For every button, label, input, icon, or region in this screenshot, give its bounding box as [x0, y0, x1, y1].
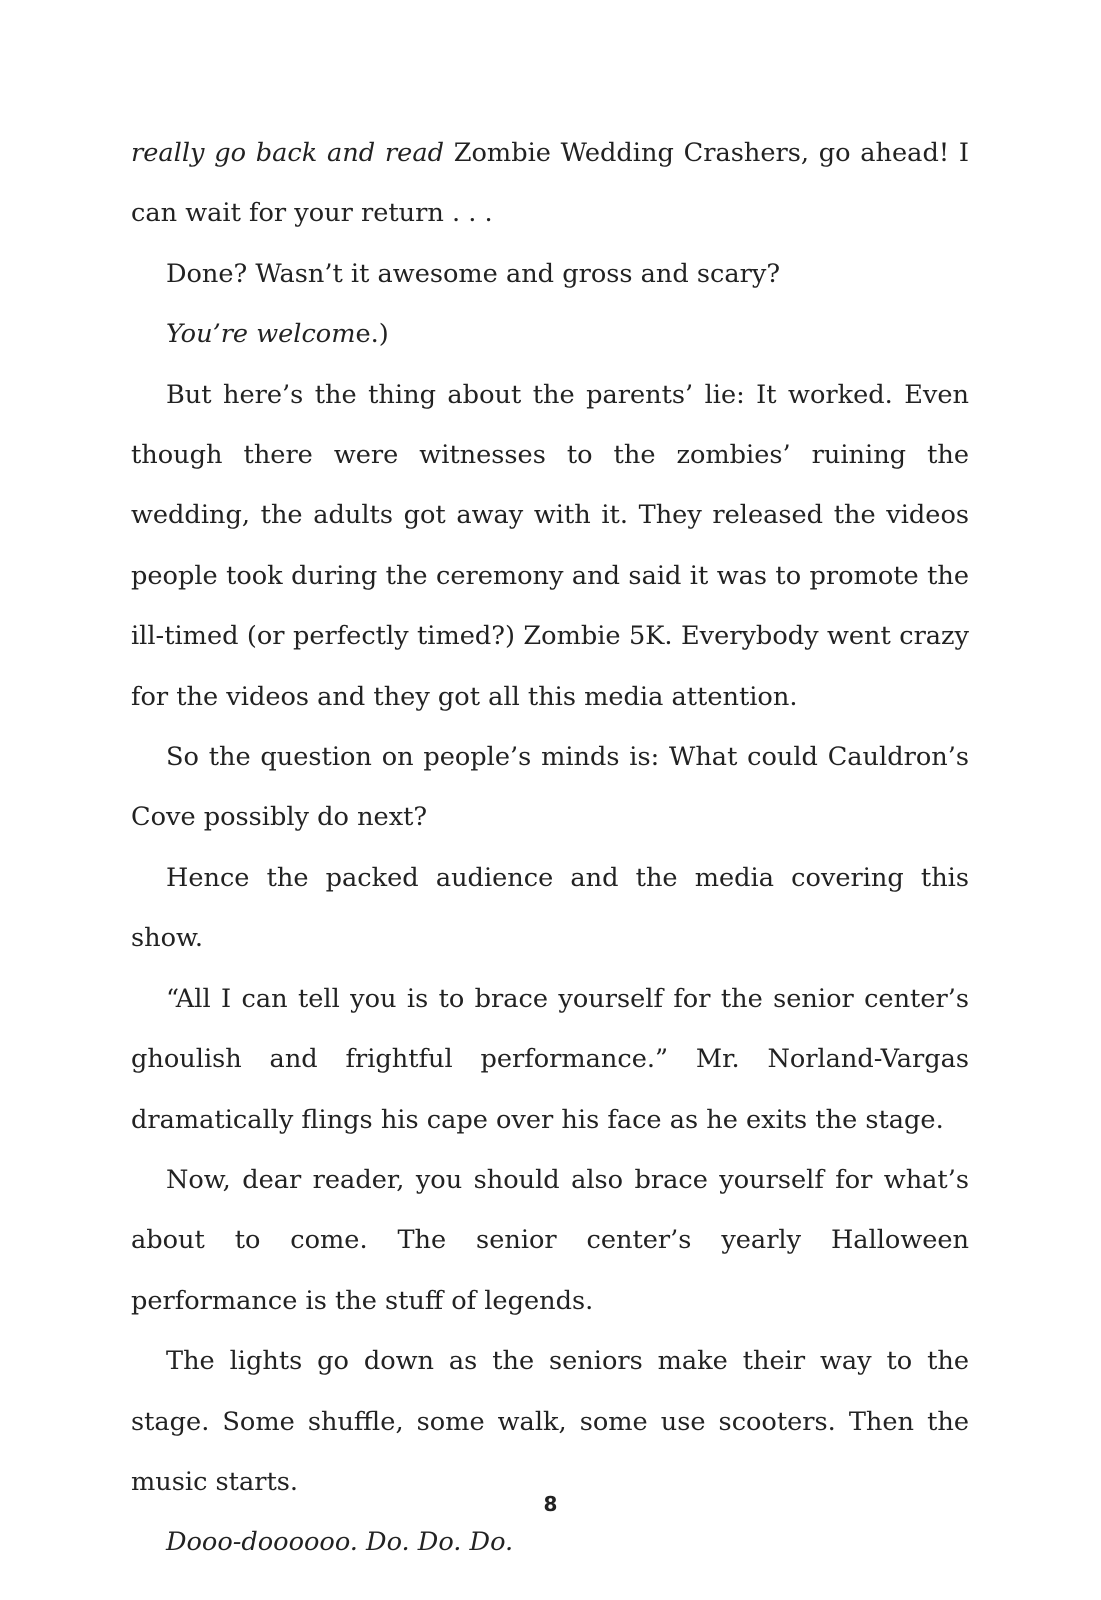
text-run: e.): [355, 319, 389, 350]
text-run: But here’s the thing about the parents’ lie: It worked. Even though there were witnesses to the zombies’ ruining the wedding, the adults got away with it. They released the videos people took during the ceremony and said it was to promote the ill-timed (or perfectly timed?) Zombie 5K. Everybody went crazy for the videos and they got all this media attention.: [131, 379, 969, 712]
text-run: “All I can tell you is to brace yourself for the senior center’s ghoulish and frightful performance.” Mr. Norland-Vargas dramatically flings his cape over his face as he exits the stage.: [131, 983, 969, 1135]
text-run: Done? Wasn’t it awesome and gross and scary?: [166, 258, 781, 289]
text-run: The lights go down as the seniors make their way to the stage. Some shuffle, some walk, some use scooters. Then the music starts.: [131, 1346, 969, 1497]
text-run: Now, dear reader, you should also brace yourself for what’s about to come. The senior center’s yearly Halloween performance is the stuff of legends.: [131, 1164, 969, 1316]
paragraph: [131, 365, 969, 727]
paragraph: [131, 1150, 969, 1331]
paragraph: [131, 727, 969, 848]
italic-text: Dooo-doooooo. Do. Do. Do.: [166, 1527, 514, 1558]
paragraph: [131, 848, 969, 969]
text-run: Zombie Wedding Crashers, go ahead! I can wait for your return . . .: [131, 138, 969, 229]
paragraph: [131, 244, 969, 304]
paragraph: [131, 304, 969, 364]
page-number: 8: [543, 1492, 558, 1516]
paragraph: [131, 1331, 969, 1512]
body-text: [131, 123, 969, 1573]
text-run: So the question on people’s minds is: What could Cauldron’s Cove possibly do next?: [131, 742, 969, 833]
text-run: Hence the packed audience and the media covering this show.: [131, 862, 969, 954]
italic-text: You’re welcom: [166, 319, 356, 350]
italic-text: really go back and read: [131, 138, 444, 168]
paragraph: [131, 123, 969, 244]
paragraph: [131, 969, 969, 1150]
paragraph: [131, 1512, 969, 1572]
